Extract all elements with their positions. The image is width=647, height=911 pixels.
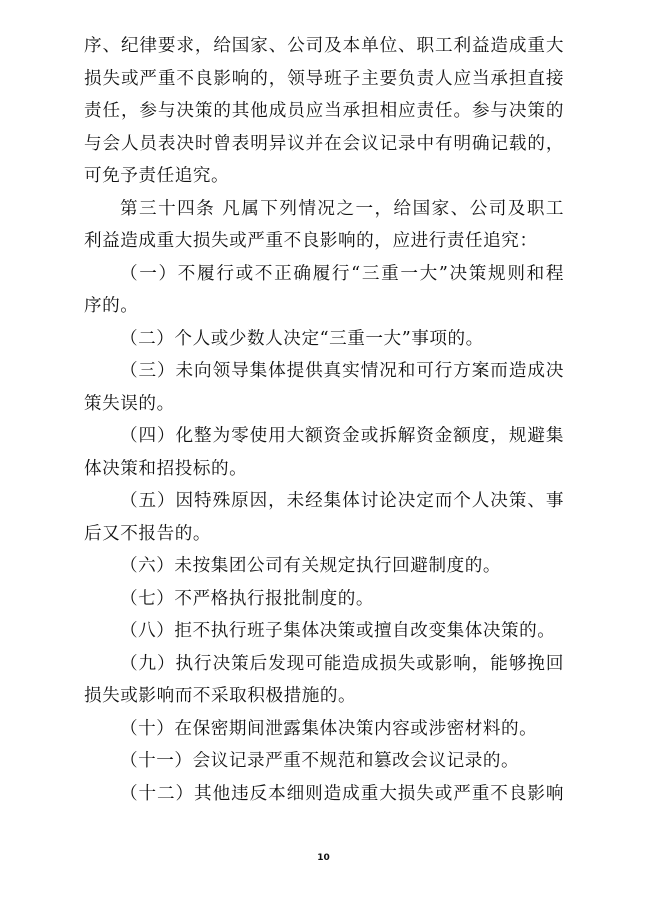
text-line: 序的。 [84,296,139,316]
text-line: （十）在保密期间泄露集体决策内容或涉密材料的。 [120,718,538,739]
text-line: （九）执行决策后发现可能造成损失或影响，能够挽回 [120,653,564,674]
page-number: 10 [317,853,330,863]
text-line: 利益造成重大损失或严重不良影响的，应进行责任追究： [84,231,538,251]
text-line: （七）不严格执行报批制度的。 [120,588,375,609]
text-line: 损失或影响而不采取积极措施的。 [84,686,357,706]
text-line: （八）拒不执行班子集体决策或擅自改变集体决策的。 [120,621,556,641]
text-line: （四）化整为零使用大额资金或拆解资金额度，规避集 [120,426,564,446]
text-line: （六）未按集团公司有关规定执行回避制度的。 [120,556,502,576]
document-body [84,30,564,810]
text-line: （三）未向领导集体提供真实情况和可行方案而造成决 [120,361,564,381]
text-line: （十二）其他违反本细则造成重大损失或严重不良影响 [120,783,564,804]
text-line: （十一）会议记录严重不规范和篡改会议记录的。 [120,751,520,771]
text-line: 序、纪律要求，给国家、公司及本单位、职工利益造成重大 [84,36,564,56]
text-line: （五）因特殊原因，未经集体讨论决定而个人决策、事 [120,491,564,511]
text-line: 第三十四条 凡属下列情况之一，给国家、公司及职工 [120,198,564,219]
text-line: 损失或严重不良影响的，领导班子主要负责人应当承担直接 [84,68,564,89]
text-line: （一）不履行或不正确履行“三重一大”决策规则和程 [120,263,564,284]
text-line: 责任，参与决策的其他成员应当承担相应责任。参与决策的 [84,101,564,121]
text-line: 可免予责任追究。 [84,166,230,186]
text-line: 策失误的。 [84,393,175,414]
text-line: （二）个人或少数人决定“三重一大”事项的。 [120,328,484,349]
text-line: 后又不报告的。 [84,523,212,544]
text-line: 体决策和招投标的。 [84,458,248,479]
text-line: 与会人员表决时曾表明异议并在会议记录中有明确记载的， [84,133,564,154]
